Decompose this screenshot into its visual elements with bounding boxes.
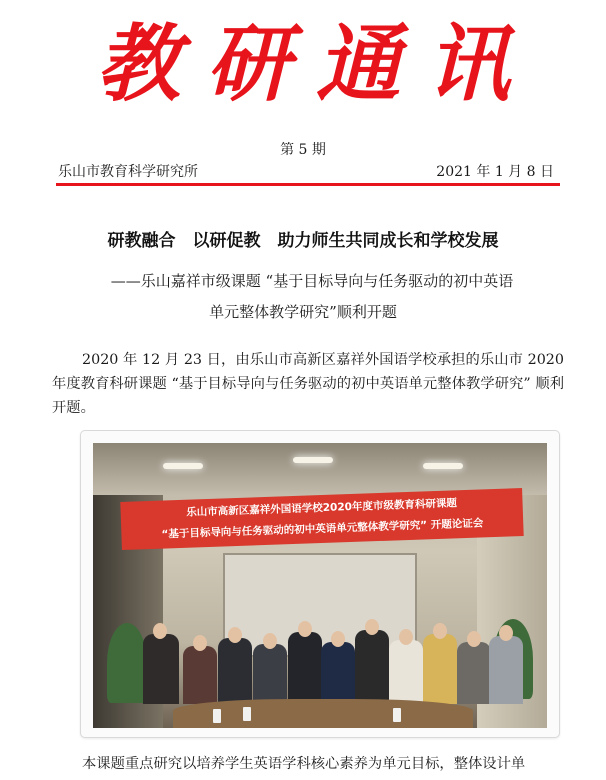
photo-person bbox=[253, 644, 287, 704]
photo-ceiling-light bbox=[293, 457, 333, 463]
photo-banner-line1: 乐山市高新区嘉祥外国语学校2020年度市级教育科研课题 bbox=[186, 497, 458, 519]
photo-person bbox=[183, 646, 217, 704]
photo-cup bbox=[213, 709, 221, 723]
publication-date: 2021 年 1 月 8 日 bbox=[436, 164, 554, 180]
photo-cup bbox=[393, 708, 401, 722]
article-headline: 研教融合 以研促教 助力师生共同成长和学校发展 bbox=[107, 231, 499, 251]
photo-ceiling-light bbox=[423, 463, 463, 469]
issue-number: 第 5 期 bbox=[280, 142, 326, 158]
photo-cup bbox=[243, 707, 251, 721]
photo-face bbox=[499, 625, 513, 641]
photo-person bbox=[457, 642, 491, 704]
publisher-name: 乐山市教育科学研究所 bbox=[58, 164, 198, 180]
photo-banner-line2: “基于目标导向与任务驱动的初中英语单元整体教学研究” 开题论证会 bbox=[161, 517, 484, 541]
photo-face bbox=[153, 623, 167, 639]
photo-face bbox=[193, 635, 207, 651]
article-subtitle-line2: 单元整体教学研究”顺利开题 bbox=[209, 303, 397, 321]
photo-face bbox=[433, 623, 447, 639]
group-photo bbox=[93, 443, 547, 728]
photo-face bbox=[228, 627, 242, 643]
photo-face bbox=[331, 631, 345, 647]
photo-person bbox=[389, 640, 423, 704]
masthead-title: 教研通讯 bbox=[95, 14, 536, 113]
photo-person bbox=[288, 632, 322, 704]
article-subtitle-line1: ——乐山嘉祥市级课题 “基于目标导向与任务驱动的初中英语 bbox=[110, 272, 514, 290]
photo-ceiling-light bbox=[163, 463, 203, 469]
photo-banner bbox=[120, 488, 523, 550]
photo-person bbox=[321, 642, 355, 704]
photo-face bbox=[263, 633, 277, 649]
photo-face bbox=[298, 621, 312, 637]
article-paragraph-1: 2020 年 12 月 23 日，由乐山市高新区嘉祥外国语学校承担的乐山市 2020 年度教育科研课题 “基于目标导向与任务驱动的初中英语单元整体教学研究” 顺利开题。 bbox=[52, 352, 564, 416]
article-paragraph-2: 本课题重点研究以培养学生英语学科核心素养为单元目标，整体设计单 bbox=[82, 756, 526, 772]
photo-person bbox=[355, 630, 389, 704]
photo-person bbox=[489, 636, 523, 704]
photo-person bbox=[423, 634, 457, 704]
photo-face bbox=[365, 619, 379, 635]
photo-ceiling bbox=[93, 443, 547, 495]
photo-person bbox=[143, 634, 179, 704]
photo-face bbox=[399, 629, 413, 645]
masthead-divider bbox=[56, 183, 560, 186]
photo-people bbox=[133, 609, 533, 704]
photo-person bbox=[218, 638, 252, 704]
photo-face bbox=[467, 631, 481, 647]
